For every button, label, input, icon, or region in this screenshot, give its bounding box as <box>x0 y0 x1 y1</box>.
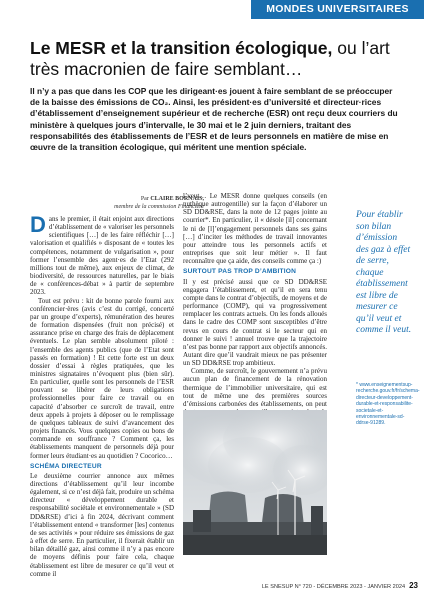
paragraph: Le deuxième courrier annonce aux mêmes directions d’établissement qu’il leur incombe également, si ce n’est déjà fait, produire un schéma directeur « développement durable et responsabilité sociétale et environnementale » (SD DD&RSE) d’ici à fin 2024, décrivant comment l’établissement entend « transformer [les] contenus de ses activités » pour réduire ses émissions de gaz à effet de serre. En particulier, il fixerait établir un bilan détaillé gaz, ainsi comme il n’y a pas encore de moyens définis pour faire cela, chaque établissement est libre de mesurer ce qu’il veut et comme il <box>30 471 174 578</box>
subheading: SCHÉMA DIRECTEUR <box>30 462 102 470</box>
paragraph: Tout est prévu : kit de bonne parole fourni aux conférencier·ères (avis c’est du corrigé, concerté par un groupe d’experts), rémunération des heures de formation dispensées (fruit non précisé) et assurance prise en charge des frais de déplacement éventuels. Le plan semble absolument piloté : l’ensemble des agents publics (que de l’Etat sont passés en formation) ! Et cette forte est un deux dossier d’essai à règles pratiquées, que les ministres signataires n’évoquent plus (bien sûr). En particulier, quelle sont les personnels de l’ESR pouvant se libérer de leurs obligations professionnelles pour faire ce travail ou en capacité d’absorber ce surcroît de travail, entre deux appels à projets à déposer ou le remplissage de quelques tableaux de suivi d’avancement des projets financés. Vous quelques copies ou bons de commande en souffrance ? Comment ça, les établissements manquent de personnels déjà pour former leurs étudiant·es au quotidien ? Cocorico… <box>30 296 174 460</box>
drop-cap: D <box>30 212 46 237</box>
article-lede: Il n’y a pas que dans les COP que les dirigeant·es jouent à faire semblant de se préoccuper de la baisse des émissions de CO₂. Ainsi, les président·es d’université et directeur·rices d’établissement d’enseignement supérieur et de recherche (ESR) ont reçu deux courriers du ministère à quelques jours d’intervalle, le 30 mai et le 2 juin derniers, traitant des responsabilités des établissements de l’ESR et de leurs personnels en matière de mise en œuvre de la transition écologique, qui méritent une mention spéciale. <box>30 86 398 153</box>
paragraph: Il y est précisé aussi que ce SD DD&RSE engagera l’établissement, et qu’il en sera tenu compte dans le contrat d’objectifs, de moyens et de performance (COMP), qui va progressivement remplacer les contrats actuels. On les fonds alloués dans le cadre des COMP sont susceptibles d’être revus en cours de contrat si le secteur qui en donner le suivi ! annuel trouve que la trajectoire n’est pas bonne par rapport aux objectifs annoncés. Autant dire que’il vaudrait mieux ne pas présenter un SD DD&RSE trop ambitieux. <box>183 277 327 368</box>
paragraph: l’veut… Le MESR donne quelques conseils (en nuthèque autrogentille) sur la façon d’élaborer un SD DD&RSE, dans la note de 12 pages jointe au courrier*. En particulier, il « désole [il] concernant le ni de [l]’engagement personnels dans ses gains […] d’inciter les méthodes de travail innovantes pour atteindre tous les personnels actifs et entreprises que soit leur métier ». Il faut reconnaître que ça aide, des conseils comme ça :) <box>183 192 327 266</box>
headline-bold: Le MESR et la transition écologique, <box>30 38 333 58</box>
footnote-link[interactable]: * www.enseignementsup-recherche.gouv.fr/fr/schema-directeur-developpement-durable-et-responsabilite-societale-et-environnementale-sd-ddrse-91289. <box>356 382 420 427</box>
publication-info: LE SNESUP N° 720 - DÉCEMBRE 2023 - JANVIER 2024 <box>261 584 406 590</box>
power-plant-photo <box>183 410 327 555</box>
page-footer <box>250 581 418 590</box>
page-number: 23 <box>409 581 418 590</box>
article-headline <box>30 38 390 80</box>
paragraph: ans le premier, il était enjoint aux directions d’établissement de « valoriser les personnels scientifiques […] de les faire réfléchir […] valorisation et qualifiés » disposant de « toutes les compétences, notamment de vulgarisation », pour former l’ensemble des agent·es de l’Etat (292 millions tout de même), aux enjeux de climat, de biodiversité, de ressources naturelles, par le biais de « conférences-débat » à partir de septembre 2023. <box>30 215 174 297</box>
section-banner: MONDES UNIVERSITAIRES <box>251 0 424 19</box>
column-middle <box>183 192 327 433</box>
author-name: CLAIRE BORNAIS, <box>150 196 204 202</box>
headline-light: ou l’art très macronien de faire semblant… <box>30 38 390 79</box>
paragraph: Comme, de surcroît, le gouvernement n’a prévu aucun plan de financement de la rénovation thermique de l’immobilier universitaire, qui est tout de même une des premières sources d’émissions carbonées des établissements, on peut <box>183 367 327 408</box>
author-role: membre de la commission Financière <box>114 203 204 210</box>
power-plant-illustration <box>183 410 327 555</box>
pull-quote: Pour établir son bilan d’émission des gaz à effet de serre, chaque établissement est libre de mesurer ce qu’il veut et comme il veut. <box>356 210 412 335</box>
byline-prefix: Par <box>140 196 149 202</box>
column-left <box>30 212 174 578</box>
subheading: SURTOUT PAS TROP D’AMBITION <box>183 268 297 276</box>
